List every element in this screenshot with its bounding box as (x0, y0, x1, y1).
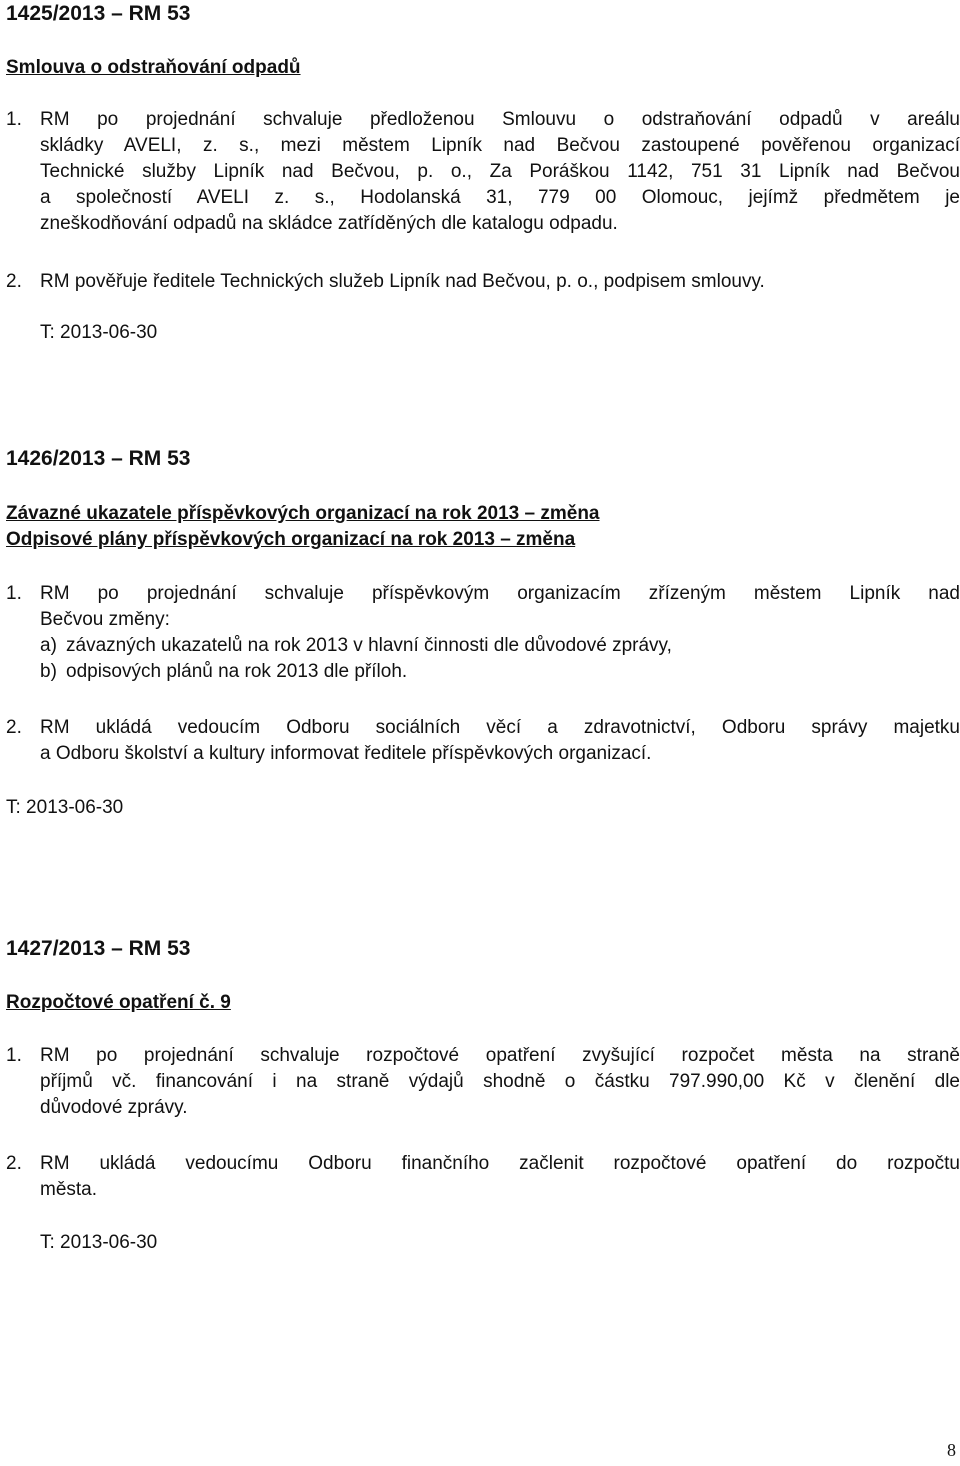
resolution-1426-term: T: 2013-06-30 (6, 797, 124, 818)
text-line: RM po projednání schvaluje příspěvkovým organizacím zřízeným městem Lipník nad (40, 583, 960, 604)
text-line: RM ukládá vedoucím Odboru sociálních věcí a zdravotnictví, Odboru správy majetku (40, 717, 960, 738)
text-line: a Odboru školství a kultury informovat ředitele příspěvkových organizací. (40, 743, 652, 764)
resolution-1427-term: T: 2013-06-30 (40, 1232, 158, 1253)
point-number: 1. (6, 1045, 22, 1066)
text-line: města. (40, 1179, 98, 1200)
text-line: RM ukládá vedoucímu Odboru finančního začlenit rozpočtové opatření do rozpočtu (40, 1153, 960, 1174)
point-number: 2. (6, 1153, 22, 1174)
sub-item-text: závazných ukazatelů na rok 2013 v hlavní činnosti dle důvodové zprávy, (66, 635, 672, 656)
resolution-1426-point-2 (6, 715, 960, 767)
page-number: 8 (947, 1440, 956, 1460)
text-line: RM po projednání schvaluje rozpočtové opatření zvyšující rozpočet města na straně (40, 1045, 960, 1066)
resolution-1426-subject-2: Odpisové plány příspěvkových organizací na rok 2013 – změna (6, 529, 576, 550)
resolution-1425-term: T: 2013-06-30 (40, 322, 158, 343)
resolution-1427-point-1 (6, 1043, 960, 1121)
point-number: 2. (6, 271, 22, 292)
resolution-1427-subject: Rozpočtové opatření č. 9 (6, 992, 231, 1013)
text-line: skládky AVELI, z. s., mezi městem Lipník nad Bečvou zastoupené pověřenou organizací (40, 135, 960, 156)
sub-item-label: a) (40, 635, 57, 656)
resolution-1426-subject-1: Závazné ukazatele příspěvkových organizací na rok 2013 – změna (6, 503, 600, 524)
point-number: 2. (6, 717, 22, 738)
resolution-1425-point-2 (6, 269, 960, 295)
sub-item-a (40, 633, 960, 659)
point-number: 1. (6, 109, 22, 130)
text-line: RM pověřuje ředitele Technických služeb Lipník nad Bečvou, p. o., podpisem smlouvy. (40, 271, 765, 292)
resolution-1425-point-1 (6, 107, 960, 237)
resolution-1426-point-1 (6, 581, 960, 685)
text-line: zneškodňování odpadů na skládce zatříděných dle katalogu odpadu. (40, 213, 618, 234)
resolution-1427-point-2 (6, 1151, 960, 1203)
text-line: příjmů vč. financování i na straně výdajů shodně o částku 797.990,00 Kč v členění dle (40, 1071, 960, 1092)
text-line: důvodové zprávy. (40, 1097, 188, 1118)
resolution-1425-header: 1425/2013 – RM 53 (6, 2, 191, 25)
sub-item-label: b) (40, 661, 57, 682)
text-line: RM po projednání schvaluje předloženou Smlouvu o odstraňování odpadů v areálu (40, 109, 960, 130)
text-line: Bečvou změny: (40, 609, 170, 630)
text-line: Technické služby Lipník nad Bečvou, p. o., Za Poráškou 1142, 751 31 Lipník nad Bečvou (40, 161, 960, 182)
sub-item-b (40, 659, 960, 685)
resolution-1426-header: 1426/2013 – RM 53 (6, 447, 191, 470)
sub-item-text: odpisových plánů na rok 2013 dle příloh. (66, 661, 408, 682)
resolution-1427-header: 1427/2013 – RM 53 (6, 937, 191, 960)
point-number: 1. (6, 583, 22, 604)
text-line: a společností AVELI z. s., Hodolanská 31, 779 00 Olomouc, jejímž předmětem je (40, 187, 960, 208)
resolution-1425-subject: Smlouva o odstraňování odpadů (6, 57, 301, 78)
